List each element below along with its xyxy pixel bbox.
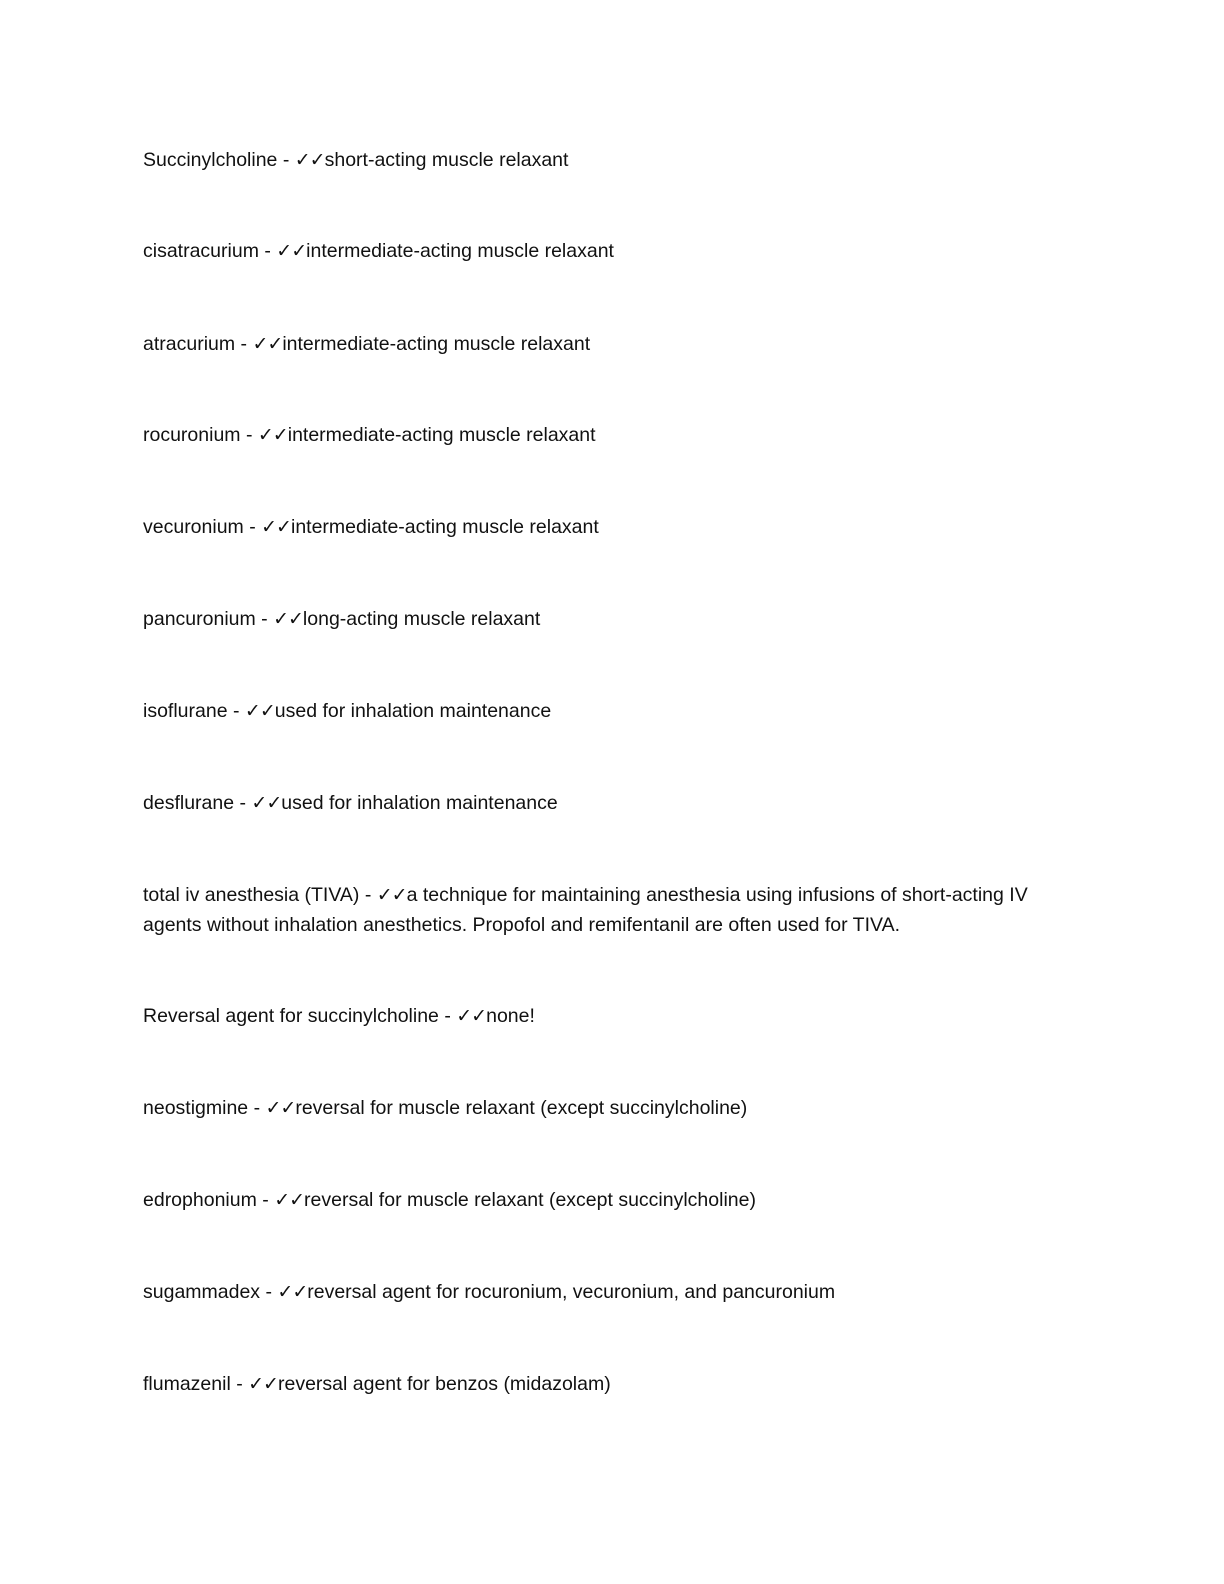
entry-term: Succinylcholine	[143, 149, 278, 171]
entry-definition: short-acting muscle relaxant	[324, 149, 569, 171]
flashcard-entry	[143, 329, 1073, 359]
flashcard-entry	[143, 1277, 1073, 1307]
double-check-icon: ✓✓	[257, 424, 288, 446]
entry-term: atracurium	[143, 333, 236, 355]
entry-separator: -	[256, 1189, 275, 1211]
entry-definition: intermediate-acting muscle relaxant	[290, 516, 599, 538]
double-check-icon: ✓✓	[265, 1097, 296, 1119]
entry-separator: -	[227, 700, 245, 722]
double-check-icon: ✓✓	[244, 700, 275, 722]
flashcard-entry	[143, 604, 1073, 634]
double-check-icon: ✓✓	[277, 1281, 308, 1303]
flashcard-entry	[143, 788, 1073, 818]
entry-definition: intermediate-acting muscle relaxant	[287, 424, 596, 446]
entry-definition: reversal agent for benzos (midazolam)	[277, 1373, 611, 1395]
flashcard-entry	[143, 1369, 1073, 1399]
entry-separator: -	[235, 333, 253, 355]
entry-separator: -	[277, 149, 295, 171]
double-check-icon: ✓✓	[276, 240, 307, 262]
entry-definition: reversal for muscle relaxant (except succinylcholine)	[295, 1097, 748, 1119]
entry-term: isoflurane	[143, 700, 228, 722]
flashcard-entry	[143, 145, 1073, 175]
entry-term: Reversal agent for succinylcholine	[143, 1005, 439, 1027]
entry-definition: intermediate-acting muscle relaxant	[282, 333, 591, 355]
entry-term: vecuronium	[143, 516, 244, 538]
entry-separator: -	[359, 884, 377, 906]
double-check-icon: ✓✓	[251, 792, 282, 814]
entry-term: sugammadex	[143, 1281, 261, 1303]
entry-separator: -	[255, 608, 274, 630]
flashcard-entry	[143, 1093, 1073, 1123]
entry-separator: -	[438, 1005, 457, 1027]
entry-definition: reversal agent for rocuronium, vecuronium, and pancuronium	[307, 1281, 836, 1303]
entry-term: cisatracurium	[143, 240, 259, 262]
flashcard-entry	[143, 696, 1073, 726]
flashcard-entry	[143, 420, 1073, 450]
entry-definition: a technique for maintaining anesthesia using infusions of short-acting IV agents without inhalation anesthetics. Propofol and remifentanil are often used for TIVA.	[143, 884, 1028, 936]
flashcard-entry	[143, 1001, 1073, 1031]
double-check-icon: ✓✓	[252, 333, 283, 355]
entry-separator: -	[248, 1097, 266, 1119]
entry-term: neostigmine	[143, 1097, 249, 1119]
entry-definition: used for inhalation maintenance	[274, 700, 552, 722]
double-check-icon: ✓✓	[376, 884, 407, 906]
entry-term: total iv anesthesia (TIVA)	[143, 884, 360, 906]
entry-definition: none!	[486, 1005, 535, 1027]
entry-term: desflurane	[143, 792, 235, 814]
entry-definition: reversal for muscle relaxant (except succinylcholine)	[304, 1189, 756, 1211]
entry-separator: -	[258, 240, 277, 262]
double-check-icon: ✓✓	[456, 1005, 487, 1027]
entry-separator: -	[234, 792, 252, 814]
double-check-icon: ✓✓	[274, 1189, 305, 1211]
entry-definition: used for inhalation maintenance	[281, 792, 558, 814]
entry-term: edrophonium	[143, 1189, 257, 1211]
entry-definition: intermediate-acting muscle relaxant	[306, 240, 614, 262]
entry-term: pancuronium	[143, 608, 256, 630]
flashcard-entry	[143, 880, 1073, 940]
flashcard-entry	[143, 236, 1073, 266]
double-check-icon: ✓✓	[273, 608, 303, 630]
flashcard-entry	[143, 512, 1073, 542]
entry-term: flumazenil	[143, 1373, 231, 1395]
entry-separator: -	[230, 1373, 249, 1395]
entry-separator: -	[243, 516, 262, 538]
double-check-icon: ✓✓	[248, 1373, 278, 1395]
entry-term: rocuronium	[143, 424, 241, 446]
entry-separator: -	[260, 1281, 278, 1303]
entry-separator: -	[240, 424, 258, 446]
double-check-icon: ✓✓	[261, 516, 291, 538]
double-check-icon: ✓✓	[294, 149, 325, 171]
flashcard-entry	[143, 1185, 1073, 1215]
entry-definition: long-acting muscle relaxant	[302, 608, 541, 630]
